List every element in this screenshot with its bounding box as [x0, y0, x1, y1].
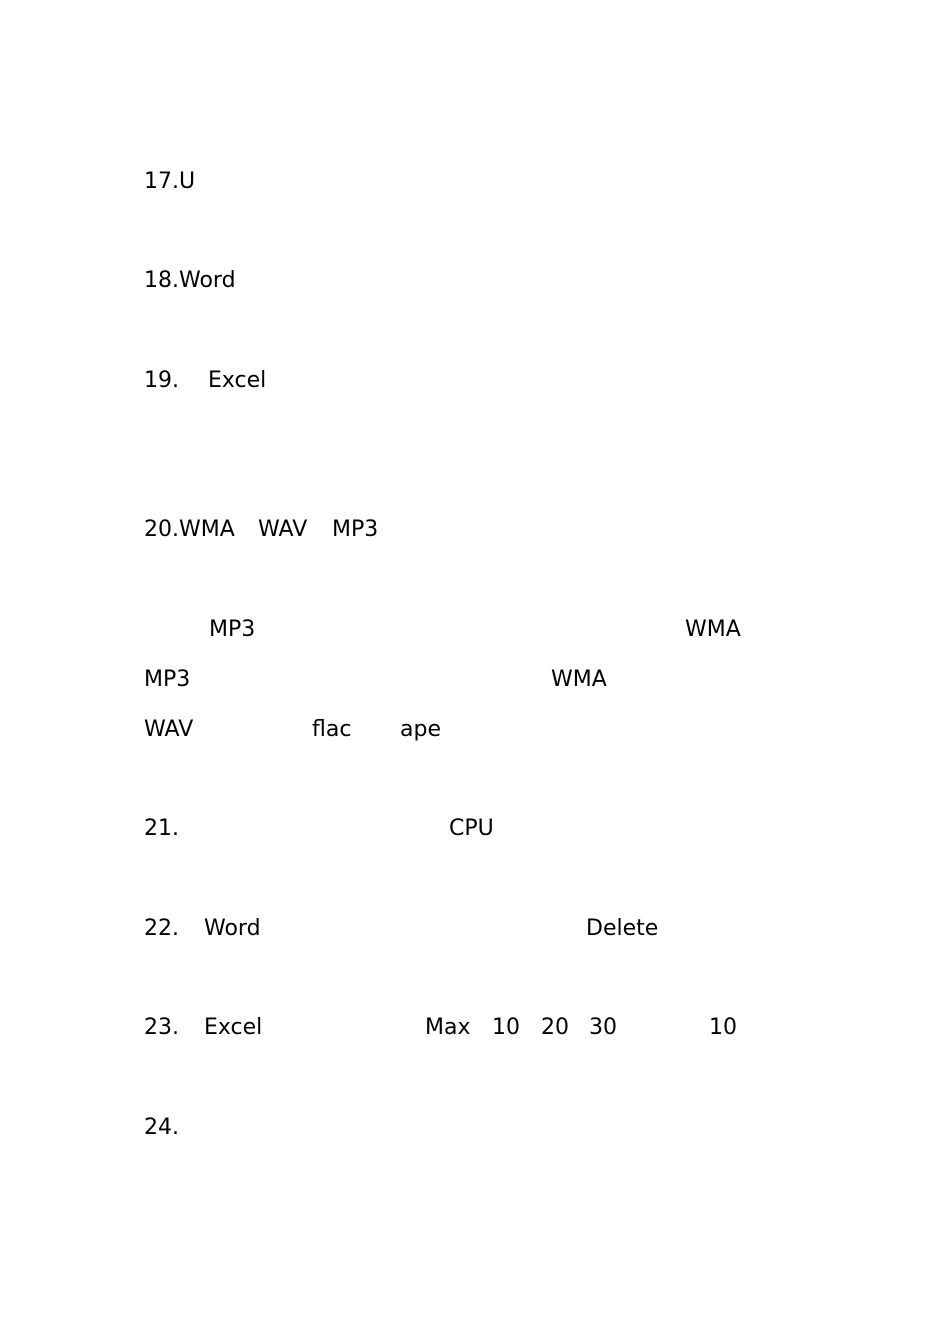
answer-20-line3-wav: WAV — [144, 717, 194, 742]
question-20-term-wav: WAV — [258, 517, 308, 542]
question-23-func: Max — [425, 1015, 471, 1040]
question-22-number: 22. — [144, 916, 179, 941]
question-17-number: 17.U — [144, 169, 196, 194]
question-23-value-1: 10 — [492, 1015, 520, 1040]
question-22-term: Word — [204, 916, 261, 941]
question-21-term: CPU — [449, 816, 494, 841]
question-19-number: 19. — [144, 368, 179, 393]
question-18-number: 18.Word — [144, 268, 236, 293]
question-21-number: 21. — [144, 816, 179, 841]
answer-20-line1-wma: WMA — [685, 617, 741, 642]
question-23-term: Excel — [204, 1015, 263, 1040]
question-19-term: Excel — [208, 368, 267, 393]
question-20-number: 20.WMA — [144, 517, 235, 542]
answer-20-line2-mp3: MP3 — [144, 667, 191, 692]
question-20-term-mp3: MP3 — [332, 517, 379, 542]
question-22-key: Delete — [586, 916, 659, 941]
answer-20-line3-flac: flac — [312, 717, 352, 742]
question-24-number: 24. — [144, 1115, 179, 1140]
question-23-number: 23. — [144, 1015, 179, 1040]
question-23-result: 10 — [709, 1015, 737, 1040]
answer-20-line2-wma: WMA — [551, 667, 607, 692]
question-23-value-3: 30 — [589, 1015, 617, 1040]
answer-20-line1-mp3: MP3 — [209, 617, 256, 642]
question-23-value-2: 20 — [541, 1015, 569, 1040]
answer-20-line3-ape: ape — [400, 717, 441, 742]
